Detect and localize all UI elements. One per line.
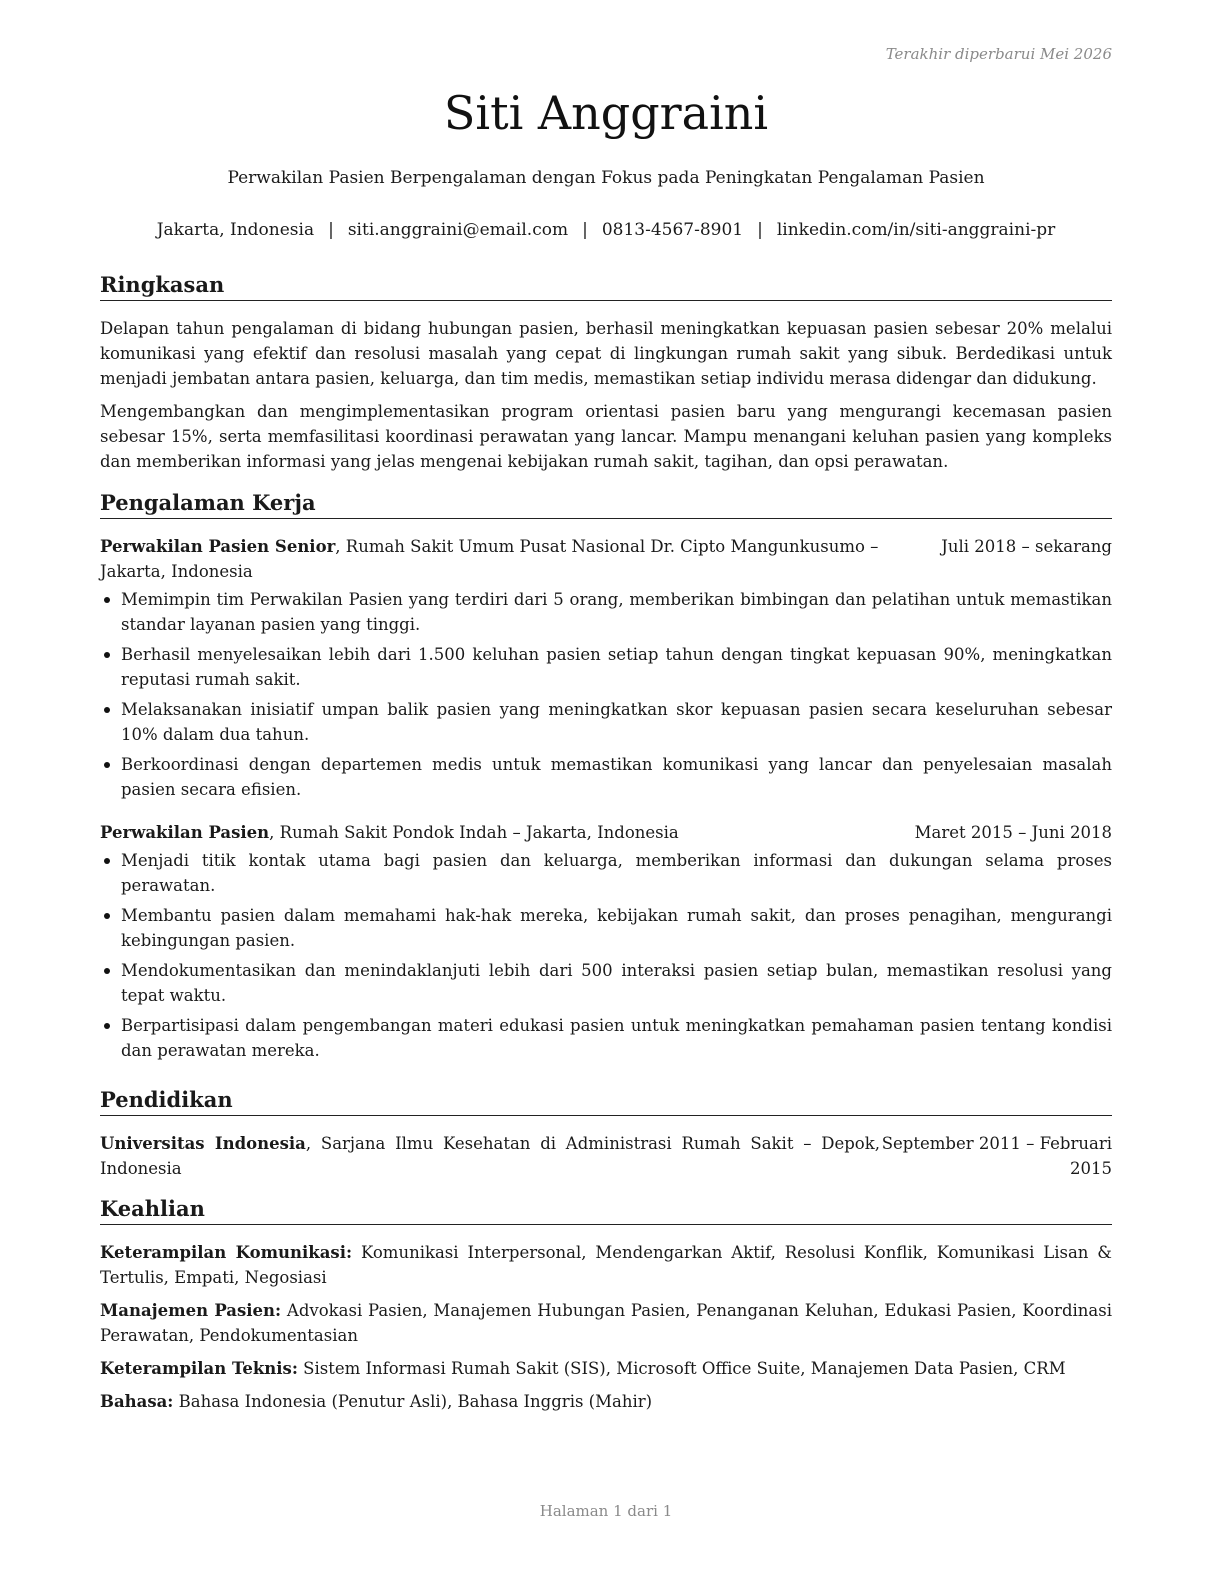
job-bullets — [100, 587, 1112, 802]
candidate-tagline: Perwakilan Pasien Berpengalaman dengan Fokus pada Peningkatan Pengalaman Pasien — [227, 168, 985, 188]
contact-email[interactable]: siti.anggraini@email.com — [347, 220, 569, 240]
education-heading: Pendidikan — [100, 1086, 1112, 1116]
job-entry — [100, 820, 1112, 1063]
education-dates: September 2011 – Februari 2015 — [881, 1134, 1112, 1178]
skill-label: Bahasa: — [100, 1392, 174, 1411]
skill-values: Sistem Informasi Rumah Sakit (SIS), Microsoft Office Suite, Manajemen Data Pasien, CRM — [297, 1359, 1066, 1378]
job-dates: Maret 2015 – Juni 2018 — [914, 823, 1112, 842]
job-role: Perwakilan Pasien — [100, 823, 270, 842]
education-detail: , Sarjana Ilmu Kesehatan di Administrasi Rumah Sakit – Depok, Indonesia — [100, 1134, 880, 1178]
list-item: Mendokumentasikan dan menindaklanjuti lebih dari 500 interaksi pasien setiap bulan, memastikan resolusi yang tepat waktu. — [100, 958, 1112, 1008]
list-item: Membantu pasien dalam memahami hak-hak mereka, kebijakan rumah sakit, dan proses penagihan, mengurangi kebingungan pasien. — [100, 903, 1112, 953]
job-entry — [100, 534, 1112, 802]
job-organization: , Rumah Sakit Pondok Indah – Jakarta, Indonesia — [269, 823, 679, 842]
skills-heading: Keahlian — [100, 1195, 1112, 1225]
contact-separator: | — [328, 220, 334, 240]
skill-label: Keterampilan Teknis: — [100, 1359, 298, 1378]
contact-separator: | — [582, 220, 588, 240]
list-item: Berkoordinasi dengan departemen medis untuk memastikan komunikasi yang lancar dan penyelesaian masalah pasien secara efisien. — [100, 752, 1112, 802]
summary-paragraph-2: Mengembangkan dan mengimplementasikan program orientasi pasien baru yang mengurangi kecemasan pasien sebesar 15%, serta memfasilitasi koordinasi perawatan yang lancar. Mampu menangani keluhan pasien yang kompleks dan memberikan informasi yang jelas mengenai kebijakan rumah sakit, tagihan, dan opsi perawatan. — [100, 402, 1112, 471]
education-section — [100, 1086, 1112, 1181]
job-bullets — [100, 848, 1112, 1063]
skill-group — [100, 1356, 1112, 1381]
skills-section — [100, 1195, 1112, 1422]
list-item: Memimpin tim Perwakilan Pasien yang terdiri dari 5 orang, memberikan bimbingan dan pelatihan untuk memastikan standar layanan pasien yang tinggi. — [100, 587, 1112, 637]
contact-line — [100, 220, 1112, 240]
skill-group — [100, 1298, 1112, 1348]
experience-section — [100, 489, 1112, 1068]
summary-section — [100, 271, 1112, 474]
list-item: Berhasil menyelesaikan lebih dari 1.500 keluhan pasien setiap tahun dengan tingkat kepuasan 90%, meningkatkan reputasi rumah sakit. — [100, 642, 1112, 692]
list-item: Melaksanakan inisiatif umpan balik pasien yang meningkatkan skor kepuasan pasien secara keseluruhan sebesar 10% dalam dua tahun. — [100, 697, 1112, 747]
skill-label: Manajemen Pasien: — [100, 1301, 282, 1320]
summary-paragraph-1: Delapan tahun pengalaman di bidang hubungan pasien, berhasil meningkatkan kepuasan pasien sebesar 20% melalui komunikasi yang efektif dan resolusi masalah yang cepat di lingkungan rumah sakit yang sibuk. Berdedikasi untuk menjadi jembatan antara pasien, keluarga, dan tim medis, memastikan setiap individu merasa didengar dan didukung. — [100, 319, 1112, 388]
education-school: Universitas Indonesia — [100, 1134, 306, 1153]
contact-phone: 0813-4567-8901 — [601, 220, 744, 240]
contact-location: Jakarta, Indonesia — [156, 220, 315, 240]
skill-values: Komunikasi Interpersonal, Mendengarkan Aktif, Resolusi Konflik, Komunikasi Lisan & Tertulis, Empati, Negosiasi — [100, 1243, 1112, 1287]
skill-values: Advokasi Pasien, Manajemen Hubungan Pasien, Penanganan Keluhan, Edukasi Pasien, Koordinasi Perawatan, Pendokumentasian — [100, 1301, 1112, 1345]
contact-linkedin[interactable]: linkedin.com/in/siti-anggraini-pr — [776, 220, 1056, 240]
page-number: Halaman 1 dari 1 — [539, 1502, 673, 1520]
job-organization: , Rumah Sakit Umum Pusat Nasional Dr. Cipto Mangunkusumo – Jakarta, Indonesia — [100, 537, 879, 581]
contact-separator: | — [757, 220, 763, 240]
resume-page — [100, 0, 1112, 1584]
skill-label: Keterampilan Komunikasi: — [100, 1243, 353, 1262]
skill-group — [100, 1389, 1112, 1414]
job-header — [100, 820, 1112, 845]
list-item: Menjadi titik kontak utama bagi pasien dan keluarga, memberikan informasi dan dukungan selama proses perawatan. — [100, 848, 1112, 898]
experience-heading: Pengalaman Kerja — [100, 489, 1112, 519]
job-role: Perwakilan Pasien Senior — [100, 537, 336, 556]
candidate-name: Siti Anggraini — [443, 86, 769, 140]
job-header — [100, 534, 1112, 584]
job-dates: Juli 2018 – sekarang — [941, 537, 1112, 556]
skill-values: Bahasa Indonesia (Penutur Asli), Bahasa Inggris (Mahir) — [173, 1392, 653, 1411]
last-updated: Terakhir diperbarui Mei 2026 — [885, 45, 1112, 63]
summary-heading: Ringkasan — [100, 271, 1112, 301]
education-entry — [100, 1131, 1112, 1181]
skill-group — [100, 1240, 1112, 1290]
list-item: Berpartisipasi dalam pengembangan materi edukasi pasien untuk meningkatkan pemahaman pasien tentang kondisi dan perawatan mereka. — [100, 1013, 1112, 1063]
